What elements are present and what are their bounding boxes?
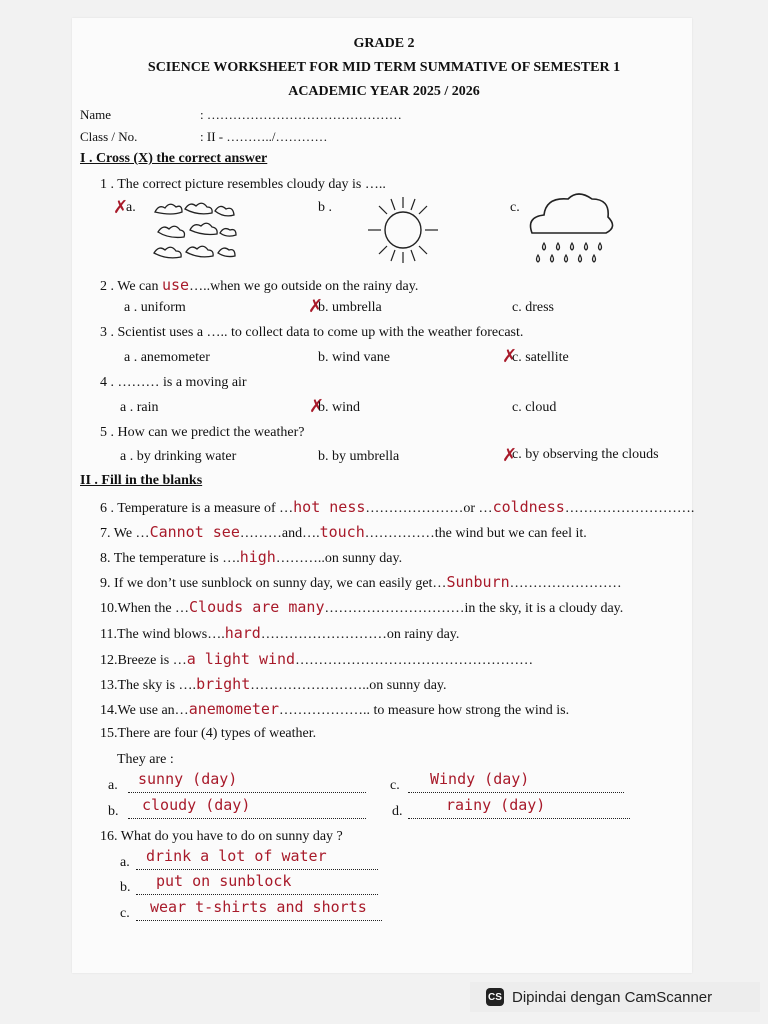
q4-option-b: b. wind [318, 400, 360, 415]
question-4: 4 . ……… is a moving air [100, 375, 247, 390]
q15-c-label: c. [390, 778, 400, 793]
q15-c-answer: Windy (day) [430, 770, 530, 788]
question-1: 1 . The correct picture resembles cloudy day is ….. [100, 177, 386, 192]
q16-a-label: a. [120, 855, 130, 870]
q5-option-a: a . by drinking water [120, 449, 237, 464]
camscanner-logo-icon: CS [486, 988, 504, 1006]
camscanner-watermark [470, 982, 760, 1012]
section-2-heading: II . Fill in the blanks [80, 473, 203, 488]
question-16: 16. What do you have to do on sunny day ? [100, 829, 343, 844]
q3-option-b: b. wind vane [318, 350, 390, 365]
q15-b-answer: cloudy (day) [142, 796, 251, 814]
q2-option-a: a . uniform [124, 300, 186, 315]
q3-option-c: c. satellite [512, 350, 569, 365]
answer-line [136, 919, 382, 921]
q2-option-c: c. dress [512, 300, 554, 315]
q15-d-answer: rainy (day) [446, 796, 546, 814]
question-14: 14.We use an…anemometer……………….. to measure how strong the wind is. [100, 700, 570, 718]
question-12: 12.Breeze is …a light wind…………………………………………… [100, 650, 534, 668]
q15-a-label: a. [108, 778, 118, 793]
question-15: 15.There are four (4) types of weather. [100, 726, 317, 741]
rain-cloud-icon [524, 193, 616, 275]
cross-mark-icon: ✗ [502, 445, 518, 466]
q15-d-label: d. [392, 804, 403, 819]
q16-c-answer: wear t-shirts and shorts [150, 898, 367, 916]
q16-a-answer: drink a lot of water [146, 847, 327, 865]
cumulus-clouds-icon [150, 197, 242, 265]
question-5: 5 . How can we predict the weather? [100, 425, 305, 440]
answer-line [408, 817, 630, 819]
cross-mark-icon: ✗ [502, 346, 518, 367]
q15-subtitle: They are : [117, 752, 174, 767]
question-2: 2 . We can use…..when we go outside on the rainy day. [100, 276, 419, 294]
q4-option-a: a . rain [120, 400, 159, 415]
q1-option-b-label: b . [318, 200, 332, 215]
q1-option-a-label: a. [126, 200, 136, 215]
cross-mark-icon: ✗ [308, 296, 324, 317]
name-label: Name [80, 107, 112, 122]
sun-icon [364, 195, 442, 265]
question-9: 9. If we don’t use sunblock on sunny day, we can easily get…Sunburn…………………… [100, 573, 622, 591]
answer-line [128, 817, 366, 819]
watermark-text: Dipindai dengan CamScanner [512, 988, 713, 1006]
cross-mark-icon: ✗ [309, 396, 325, 417]
grade-heading: GRADE 2 [353, 36, 415, 51]
q1-option-c-label: c. [510, 200, 520, 215]
q16-b-label: b. [120, 880, 131, 895]
q15-a-answer: sunny (day) [138, 770, 238, 788]
question-8: 8. The temperature is ….high………..on sunny day. [100, 548, 403, 566]
question-6: 6 . Temperature is a measure of …hot ness…………………or …coldness………………………. [100, 498, 695, 516]
academic-year: ACADEMIC YEAR 2025 / 2026 [288, 84, 480, 99]
name-field: : ……………………………………… [200, 107, 402, 122]
answer-line [408, 791, 624, 793]
q16-c-label: c. [120, 906, 130, 921]
question-13: 13.The sky is ….bright……………………..on sunny day. [100, 675, 447, 693]
cross-mark-icon: ✗ [113, 197, 129, 218]
answer-line [136, 868, 378, 870]
question-3: 3 . Scientist uses a ….. to collect data to come up with the weather forecast. [100, 325, 524, 340]
q16-b-answer: put on sunblock [156, 872, 292, 890]
answer-line [136, 893, 378, 895]
q3-option-a: a . anemometer [124, 350, 210, 365]
class-field: : II - ………../………… [200, 129, 328, 144]
q2-option-b: b. umbrella [318, 300, 382, 315]
class-label: Class / No. [80, 129, 138, 144]
question-7: 7. We …Cannot see………and….touch……………the wind but we can feel it. [100, 523, 587, 541]
section-1-heading: I . Cross (X) the correct answer [80, 151, 268, 166]
answer-line [128, 791, 366, 793]
q15-b-label: b. [108, 804, 119, 819]
worksheet-title: SCIENCE WORKSHEET FOR MID TERM SUMMATIVE OF SEMESTER 1 [147, 60, 621, 75]
q4-option-c: c. cloud [512, 400, 557, 415]
q5-option-c: c. by observing the clouds [512, 447, 659, 462]
question-10: 10.When the …Clouds are many…………………………in the sky, it is a cloudy day. [100, 598, 624, 616]
q5-option-b: b. by umbrella [318, 449, 400, 464]
question-11: 11.The wind blows….hard………………………on rainy day. [100, 624, 460, 642]
